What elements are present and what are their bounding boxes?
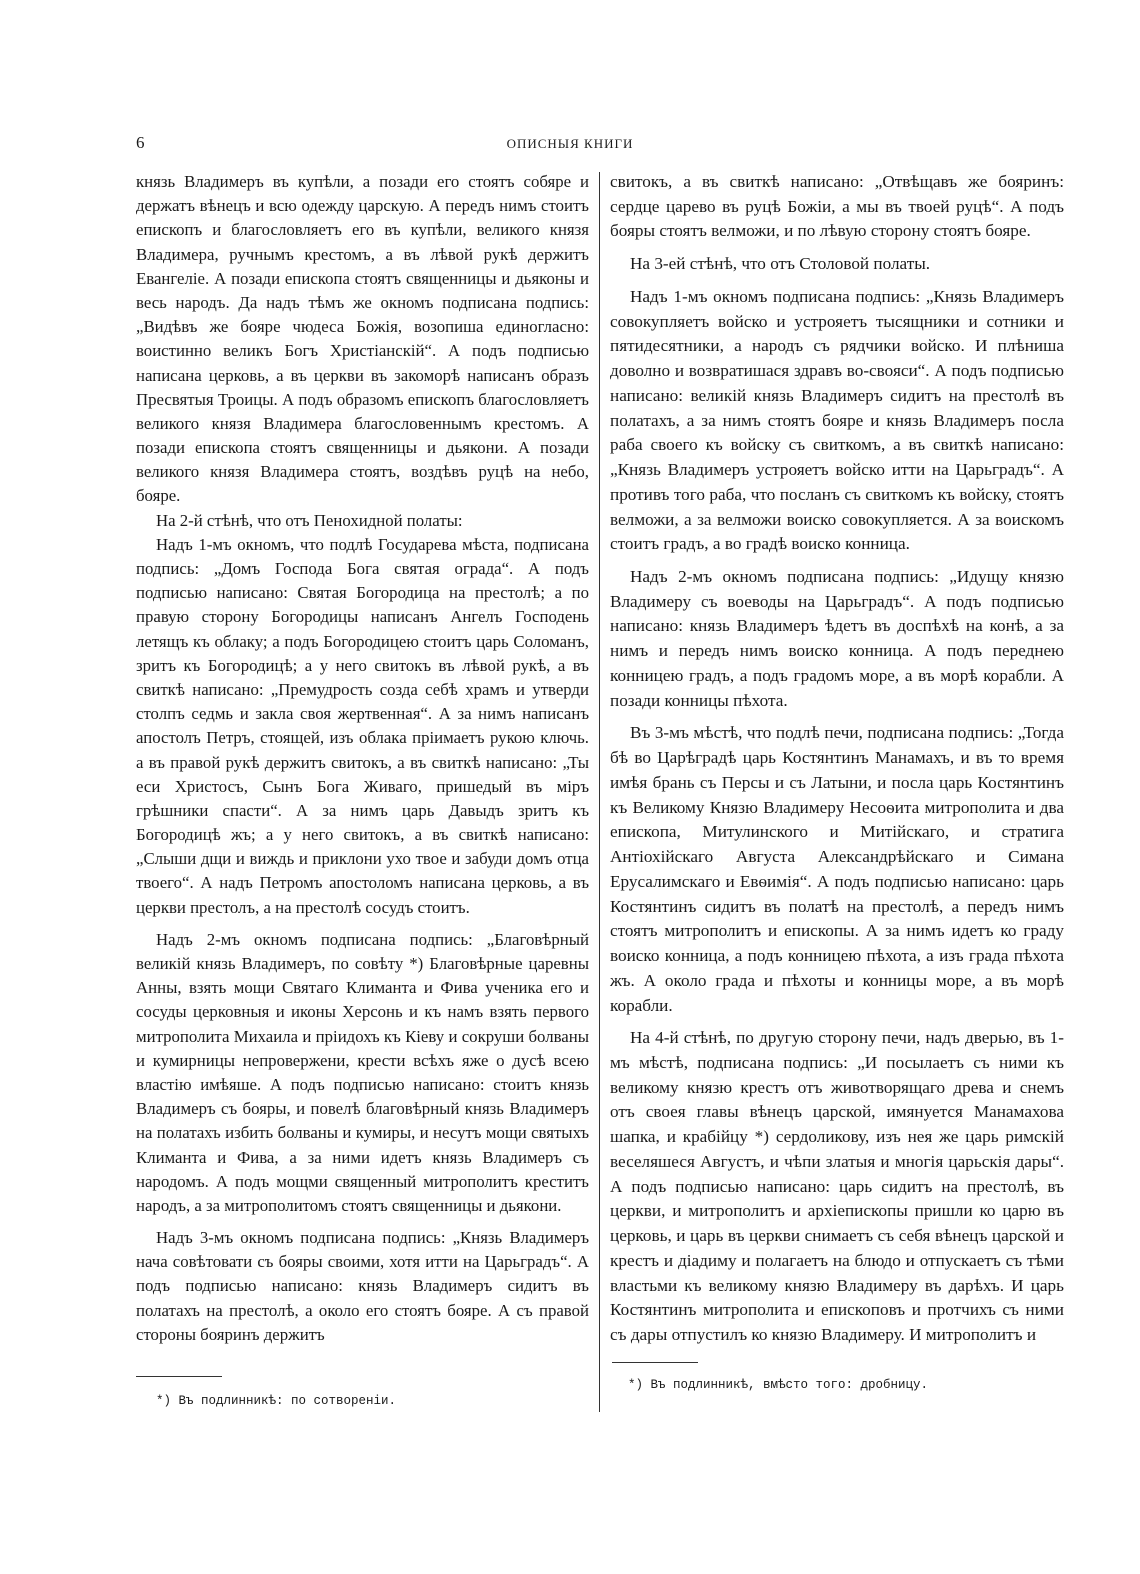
column-divider <box>599 172 600 1412</box>
paragraph: На 2-й стѣнѣ, что отъ Пенохидной полаты: <box>156 510 463 530</box>
footnote-rule <box>612 1362 698 1363</box>
left-column <box>136 170 589 1347</box>
running-title: ОПИСНЫЯ КНИГИ <box>506 136 634 151</box>
footnote-right: *) Въ подлинникѣ, вмѣсто того: дробницу. <box>628 1378 929 1392</box>
page-number: 6 <box>136 133 145 152</box>
paragraph: Надъ 2-мъ окномъ подписана подпись: „Идущу князю Владимеру съ воеводы на Царьградъ“. А подъ подписью написано: князь Владимеръ ѣдетъ въ доспѣхѣ на конѣ, а за нимъ и передъ нимъ воиско конница. А подъ переднею конницею градъ, а подъ градомъ море, а въ морѣ корабли. А позади конницы пѣхота. <box>610 567 1064 710</box>
paragraph: Надъ 1-мъ окномъ подписана подпись: „Князь Владимеръ совокупляетъ войско и устрояетъ тысящники и сотники и пятидесятники, а народъ съ рядчики войско. И плѣниша доволно и возвратишася здравъ во-свояси“. А подъ подписью написано: великій князь Владимеръ сидитъ на престолѣ въ полатахъ, а за нимъ стоятъ бояре и князь Владимеръ посла раба своего къ войску съ свиткомъ, а въ свиткѣ написано: „Князь Владимеръ устрояетъ войско итти на Царьградъ“. А противъ того раба, что посланъ съ свиткомъ къ войску, стоятъ велможи, а за велможи воиско совокупляется. А за воискомъ стоитъ градъ, а во градѣ воиско конница. <box>610 286 1064 554</box>
right-column <box>610 170 1064 1348</box>
paragraph: Надъ 1-мъ окномъ, что подлѣ Государева мѣста, подписана подпись: „Домъ Господа Бога святая ограда“. А подъ подписью написано: Святая Богородица на престолѣ; а по правую сторону Богородицы написанъ Ангелъ Господень летящъ къ облаку; а подъ Богородицею стоитъ царь Соломанъ, зритъ къ Богородицѣ; а у него свитокъ въ лѣвой рукѣ, а въ свиткѣ написано: „Премудрость созда себѣ храмъ и утверди столпъ седмь и закла своя жертвенная“. А за нимъ написанъ апостолъ Петръ, стоящей, изъ облака пріимаетъ рукою ключь. а въ правой рукѣ держитъ свитокъ, а въ свиткѣ написано: „Ты еси Христосъ, Сынъ Бога Живаго, пришедый въ міръ грѣшники спасти“. А за нимъ царь Давыдъ зритъ къ Богородицѣ жъ; а у него свитокъ, а въ свиткѣ написано: „Слыши дщи и виждь и приклони ухо твое и забуди домъ отца твоего“. А надъ Петромъ апостоломъ написана церковь, а въ церкви престолъ, а на престолѣ сосудъ стоитъ. <box>136 534 589 917</box>
paragraph: На 3-ей стѣнѣ, что отъ Столовой полаты. <box>630 254 931 274</box>
paragraph: князь Владимеръ въ купѣли, а позади его стоятъ собяре и держатъ вѣнецъ и всю одежду царскую. А передъ нимъ стоитъ епископъ и благословляетъ его въ купѣли, великого князя Владимера, ручнымъ крестомъ, а въ лѣвой рукѣ держитъ Евангеліе. А позади епископа стоятъ священницы и дьяконы и весь народъ. Да надъ тѣмъ же окномъ подписана подпись: „Видѣвъ же бояре чюдеса Божія, возопиша единогласно: воистинно великъ Богъ Христіанскій“. А подъ подписью написана церковь, а въ церкви въ закоморѣ написанъ образъ Пресвятыя Троицы. А подъ образомъ епископъ благословляетъ великого князя Владимера благословеннымъ крестомъ. А позади епископа стоятъ священницы и дьякони. А позади великого князя Владимера стоятъ, воздѣвъ руцѣ на небо, бояре. <box>136 172 589 506</box>
footnote-left: *) Въ подлинникѣ: по сотворенiи. <box>156 1394 397 1408</box>
paragraph: На 4-й стѣнѣ, по другую сторону печи, надъ дверью, въ 1-мъ мѣстѣ, подписана подпись: „И посылаетъ съ ними къ великому князю крестъ отъ животворящаго древа и снемъ отъ своея главы вѣнецъ царской, имянуется Манамахова шапка, и крабійцу *) сердоликову, изъ нея же царь римскій веселяшеся Августъ, и чѣпи златыя и многія царьскія дары“. А подъ подписью написано: царь сидитъ на престолѣ, въ церкви, и митрополитъ и архіепископы пришли ко царю въ церковь, и царь въ церкви снимаетъ съ себя вѣнецъ царской и крестъ и діадиму и полагаетъ на блюдо и отпускаетъ съ тѣми властьми къ великому князю Владимеру въ дарѣхъ. И царь Костянтинъ митрополита и епископовъ и протчихъ съ ними съ дары отпустилъ ко князю Владимеру. И митрополитъ и <box>610 1028 1064 1345</box>
paragraph: Надъ 3-мъ окномъ подписана подпись: „Князь Владимеръ нача совѣтовати съ бояры своими, хотя итти на Царьградъ“. А подъ подписью написано: князь Владимеръ сидитъ въ полатахъ на престолѣ, а около его стоятъ бояре. А съ правой стороны бояринъ держитъ <box>136 1228 589 1344</box>
paragraph: Въ 3-мъ мѣстѣ, что подлѣ печи, подписана подпись: „Тогда бѣ во Царѣградѣ царь Костянтинъ Манамахъ, и въ то время имѣя брань съ Персы и съ Латыни, и посла царь Костянтинъ къ Великому Князю Владимеру Несоѳита митрополита и два епископа, Митулинского и Митійскаго, и стратига Антіохійскаго Августа Александрѣйскаго и Симана Ерусалимскаго и Евѳимія“. А подъ подписью написано: царь Костянтинъ сидитъ въ полатѣ на престолѣ, а передъ нимъ стоятъ митрополитъ и епископы. А за нимъ идетъ ко граду воиско конница, а подъ конницею пѣхота, а изъ града пѣхота жъ. А около града и пѣхоты и конницы море, а въ морѣ корабли. <box>610 723 1064 1015</box>
paragraph: свитокъ, а въ свиткѣ написано: „Отвѣщавъ же бояринъ: сердце царево въ руцѣ Божіи, а мы въ твоей руцѣ“. А подъ бояры стоятъ велможи, и по лѣвую сторону стоятъ бояре. <box>610 172 1064 241</box>
paragraph: Надъ 2-мъ окномъ подписана подпись: „Благовѣрный великій князь Владимеръ, по совѣту *) Благовѣрные царевны Анны, взять мощи Святаго Климанта и Фива ученика его и сосуды церковныя и иконы Херсонь и къ намъ взять первого митрополита Михаила и пріидохъ къ Кіеву и сокруши болваны и кумирницы непровержени, крести всѣхъ яже о дусѣ всею властію имѣяше. А подъ подписью написано: стоитъ князь Владимеръ съ бояры, и повелѣ благовѣрный князь Владимеръ на полатахъ избить болваны и кумиры, и несутъ мощи святыхъ Климанта и Фива, а за ними идетъ князь Владимеръ съ народомъ. А подъ мощми священный митрополитъ креститъ народъ, а за митрополитомъ стоятъ священницы и дьякони. <box>136 929 589 1215</box>
footnote-rule <box>136 1376 222 1377</box>
